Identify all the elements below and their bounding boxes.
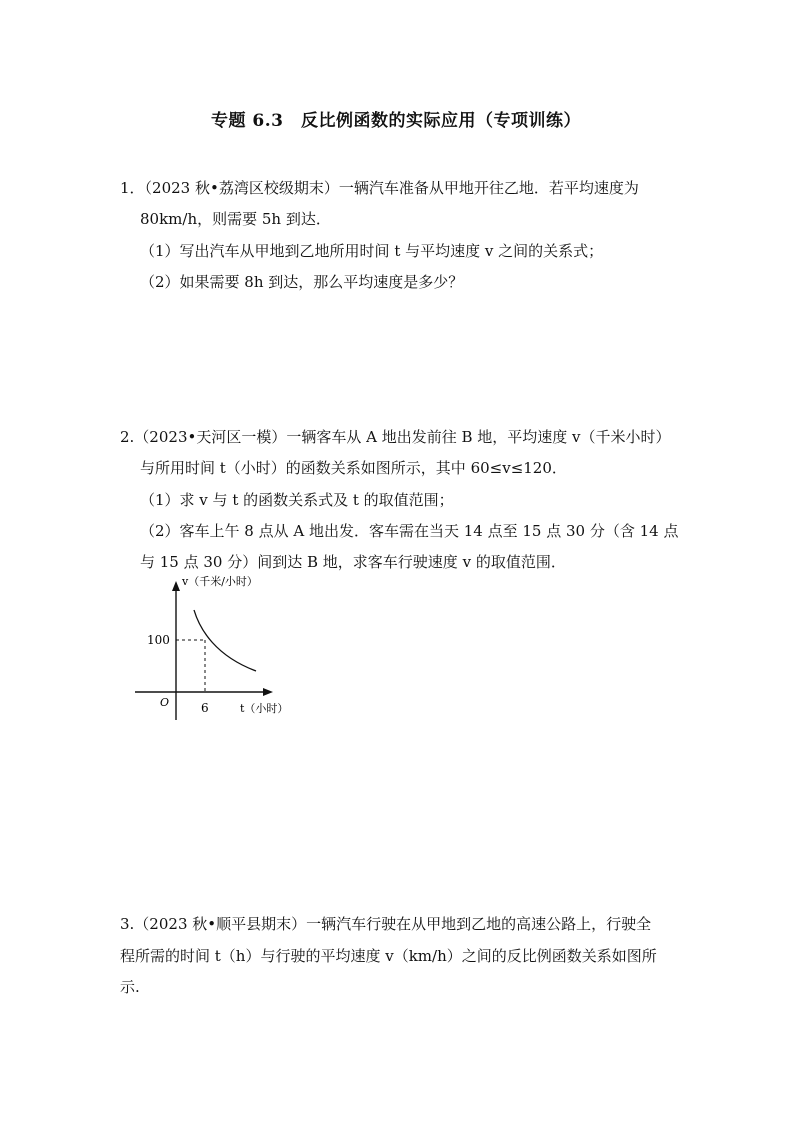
page-title: 专题 6.3 反比例函数的实际应用（专项训练）: [211, 111, 581, 131]
q1-line2: 80km/h，则需要 5h 到达．: [140, 210, 331, 228]
x-axis-arrow: [263, 688, 273, 696]
q2-graph: [130, 570, 310, 725]
q3-line3: 示.: [120, 978, 140, 996]
q2-lead: 2.（2023•天河区一模）一辆客车从 A 地出发前往 B 地，平均速度 v（千米小时）: [120, 428, 671, 446]
y-axis-label: v（千米/小时）: [182, 575, 258, 588]
hyperbola-curve: [194, 610, 256, 671]
y-tick-label: 100: [147, 633, 170, 647]
q2-part2b: 与 15 点 30 分）间到达 B 地，求客车行驶速度 v 的取值范围．: [140, 553, 566, 571]
x-tick-label: 6: [201, 701, 209, 715]
x-axis-label: t（小时）: [240, 702, 289, 715]
q3-line1: 3.（2023 秋•顺平县期末）一辆汽车行驶在从甲地到乙地的高速公路上，行驶全: [120, 915, 652, 933]
q2-line2: 与所用时间 t（小时）的函数关系如图所示，其中 60≤v≤120．: [140, 459, 567, 477]
origin-label: O: [160, 696, 170, 709]
q3-line2: 程所需的时间 t（h）与行驶的平均速度 v（km/h）之间的反比例函数关系如图所: [120, 947, 657, 965]
q1-lead: 1．（2023 秋•荔湾区校级期末）一辆汽车准备从甲地开往乙地．若平均速度为: [120, 179, 639, 197]
q1-part1: （1）写出汽车从甲地到乙地所用时间 t 与平均速度 v 之间的关系式；: [140, 242, 604, 260]
q2-part2a: （2）客车上午 8 点从 A 地出发．客车需在当天 14 点至 15 点 30 分（含 14 点: [140, 522, 679, 540]
y-axis-arrow: [172, 581, 180, 591]
q1-part2: （2）如果需要 8h 到达，那么平均速度是多少？: [140, 273, 464, 291]
q2-part1: （1）求 v 与 t 的函数关系式及 t 的取值范围；: [140, 491, 454, 509]
